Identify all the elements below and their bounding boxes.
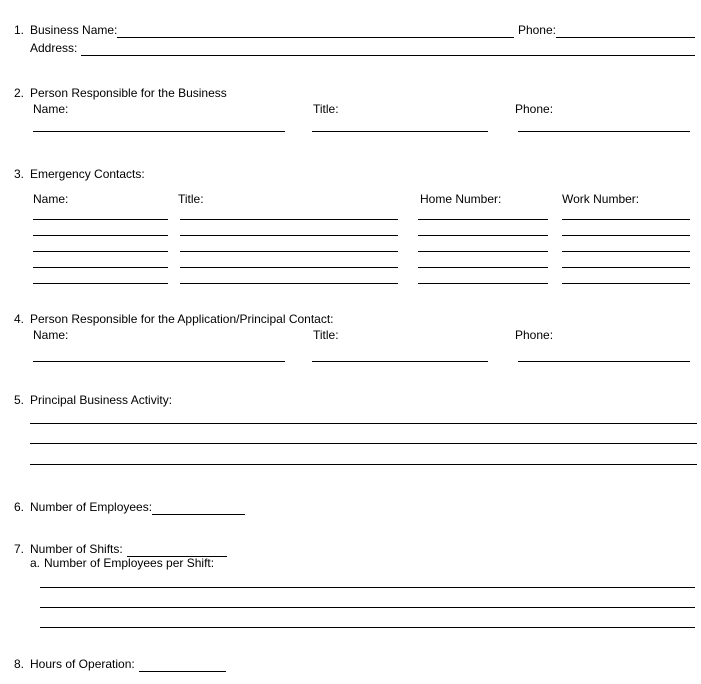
applicant-title-field[interactable] [312, 361, 488, 362]
hours-of-operation-field[interactable] [139, 656, 226, 672]
item4-heading-row [14, 312, 695, 327]
employees-per-shift-heading-row [30, 556, 695, 571]
shifts-count-label: Number of Shifts: [30, 542, 123, 556]
emergency-title-field[interactable] [180, 267, 398, 268]
item2-number: 2. [14, 86, 25, 100]
business-phone-field[interactable] [556, 22, 695, 38]
business-activity-line-3[interactable] [30, 464, 697, 465]
business-name-row [14, 22, 695, 38]
applicant-title-label: Title: [313, 328, 339, 342]
responsible-title-field[interactable] [312, 131, 488, 132]
item1-number: 1. [14, 23, 25, 37]
applicant-phone-field[interactable] [518, 361, 690, 362]
responsible-title-label: Title: [313, 102, 339, 116]
emergency-name-field[interactable] [33, 251, 168, 252]
responsible-phone-field[interactable] [518, 131, 690, 132]
item7a-letter: a. [30, 556, 41, 570]
hours-of-operation-label: Hours of Operation: [30, 657, 135, 671]
applicant-phone-label: Phone: [515, 328, 554, 342]
emergency-name-field[interactable] [33, 267, 168, 268]
emergency-title-field[interactable] [180, 251, 398, 252]
item6-number: 6. [14, 500, 25, 514]
responsible-phone-label: Phone: [515, 102, 554, 116]
employees-count-field[interactable] [152, 499, 245, 515]
emergency-title-field[interactable] [180, 219, 398, 220]
emergency-title-field[interactable] [180, 283, 398, 284]
business-activity-line-2[interactable] [30, 443, 697, 444]
item3-number: 3. [14, 167, 25, 181]
emergency-work-number-field[interactable] [562, 251, 690, 252]
employees-per-shift-label: Number of Employees per Shift: [44, 556, 215, 570]
business-name-field[interactable] [117, 22, 514, 38]
shifts-count-field[interactable] [127, 541, 227, 557]
applicant-name-field[interactable] [33, 361, 285, 362]
emergency-name-field[interactable] [33, 235, 168, 236]
emergency-work-number-field[interactable] [562, 219, 690, 220]
emergency-work-number-field[interactable] [562, 267, 690, 268]
emergency-name-field[interactable] [33, 283, 168, 284]
emergency-home-number-field[interactable] [418, 251, 548, 252]
applicant-name-label: Name: [33, 328, 69, 342]
employees-per-shift-line-2[interactable] [40, 607, 695, 608]
emergency-work-number-field[interactable] [562, 283, 690, 284]
business-name-label: Business Name: [30, 23, 118, 37]
emergency-title-field[interactable] [180, 235, 398, 236]
emergency-name-field[interactable] [33, 219, 168, 220]
item4-number: 4. [14, 312, 25, 326]
responsible-name-label: Name: [33, 102, 69, 116]
item8-number: 8. [14, 657, 25, 671]
item3-heading-row [14, 167, 695, 182]
business-phone-label: Phone: [517, 23, 556, 37]
business-address-field[interactable] [81, 40, 695, 56]
emergency-home-number-field[interactable] [418, 235, 548, 236]
emergency-work-number-field[interactable] [562, 235, 690, 236]
business-address-label: Address: [30, 41, 78, 55]
hours-of-operation-row [14, 656, 695, 672]
business-activity-line-1[interactable] [30, 423, 697, 424]
item2-heading: Person Responsible for the Business [30, 86, 227, 100]
business-address-row [30, 40, 695, 56]
emergency-title-label: Title: [178, 192, 204, 206]
item3-heading: Emergency Contacts: [30, 167, 145, 181]
emergency-home-number-label: Home Number: [420, 192, 502, 206]
emergency-home-number-field[interactable] [418, 219, 548, 220]
responsible-name-field[interactable] [33, 131, 285, 132]
emergency-work-number-label: Work Number: [562, 192, 640, 206]
emergency-home-number-field[interactable] [418, 267, 548, 268]
employees-per-shift-line-3[interactable] [40, 627, 695, 628]
employees-count-row [14, 499, 695, 515]
emergency-home-number-field[interactable] [418, 283, 548, 284]
emergency-name-label: Name: [33, 192, 69, 206]
item7-number: 7. [14, 542, 25, 556]
item2-heading-row [14, 86, 695, 101]
shifts-count-row [14, 541, 695, 557]
employees-count-label: Number of Employees: [30, 500, 153, 514]
item5-number: 5. [14, 393, 25, 407]
item5-heading: Principal Business Activity: [30, 393, 173, 407]
item4-heading: Person Responsible for the Application/Principal Contact: [30, 312, 334, 326]
item5-heading-row [14, 393, 695, 408]
employees-per-shift-line-1[interactable] [40, 587, 695, 588]
